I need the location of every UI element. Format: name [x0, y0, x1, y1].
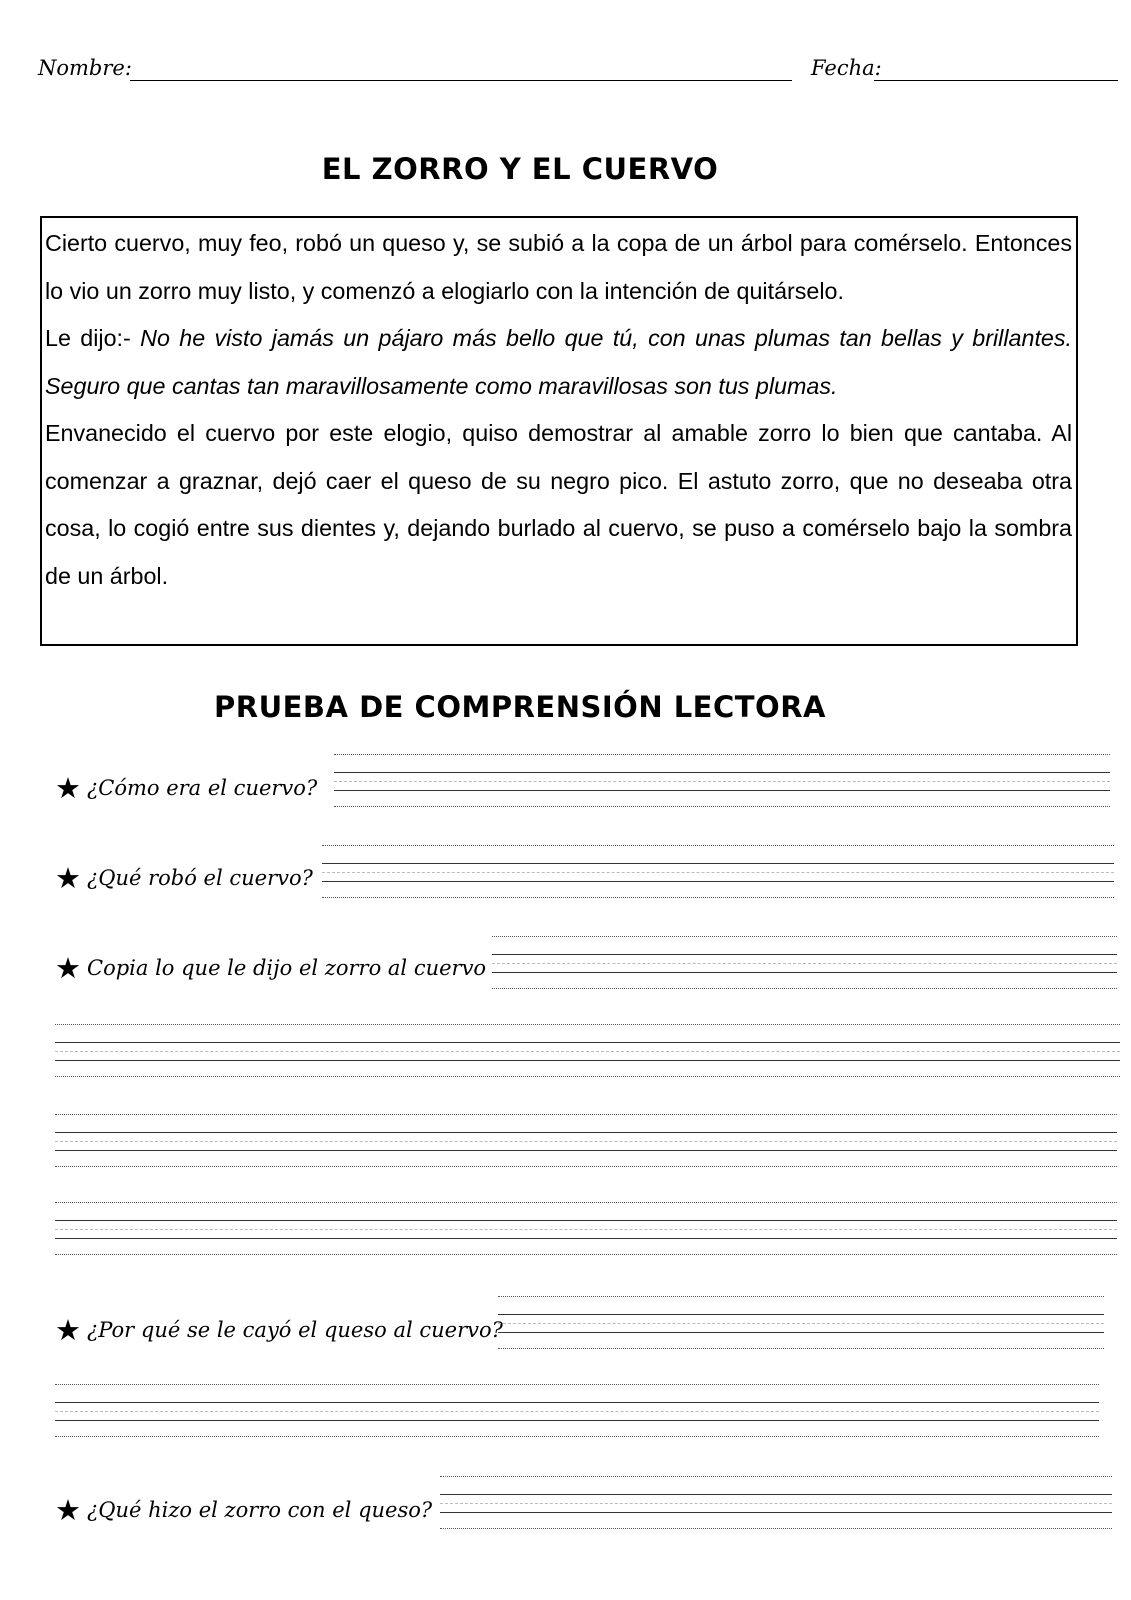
- answer-lines-4b[interactable]: [55, 1384, 1099, 1440]
- story-paragraph-1: Cierto cuervo, muy feo, robó un queso y, se subió a la copa de un árbol para comérselo. Entonces lo vio un zorro muy listo, y comenzó a elogiarlo con la intención de quitárselo.: [45, 230, 1072, 304]
- answer-lines-2[interactable]: [322, 845, 1114, 901]
- speech-intro: Le dijo:-: [45, 325, 141, 351]
- star-icon: ★: [55, 953, 81, 985]
- story-paragraph-3: Envanecido el cuervo por este elogio, quiso demostrar al amable zorro lo bien que cantaba. Al comenzar a graznar, dejó caer el queso de su negro pico. El astuto zorro, que no deseaba otra cosa, lo cogió entre sus dientes y, dejando burlado al cuervo, se puso a comérselo bajo la sombra de un árbol.: [45, 420, 1072, 589]
- answer-lines-1[interactable]: [334, 754, 1110, 810]
- question-text: ¿Qué robó el cuervo?: [87, 866, 313, 890]
- story-box: [40, 216, 1078, 646]
- question-text: ¿Cómo era el cuervo?: [87, 776, 318, 800]
- question-text: Copia lo que le dijo el zorro al cuervo: [87, 956, 487, 980]
- story-title: EL ZORRO Y EL CUERVO: [321, 152, 719, 186]
- answer-lines-3d[interactable]: [55, 1202, 1117, 1258]
- star-icon: ★: [55, 773, 81, 805]
- question-text: ¿Por qué se le cayó el queso al cuervo?: [87, 1318, 503, 1342]
- quiz-title: PRUEBA DE COMPRENSIÓN LECTORA: [213, 690, 826, 724]
- answer-lines-3c[interactable]: [55, 1114, 1117, 1170]
- name-label: Nombre:: [38, 56, 132, 80]
- star-icon: ★: [55, 1315, 81, 1347]
- question-text: ¿Qué hizo el zorro con el queso?: [87, 1498, 433, 1522]
- answer-lines-5[interactable]: [440, 1476, 1112, 1532]
- star-icon: ★: [55, 1495, 81, 1527]
- answer-lines-4[interactable]: [498, 1296, 1104, 1352]
- story-paragraph-2: [45, 315, 1072, 410]
- name-field[interactable]: [130, 80, 792, 81]
- answer-lines-3b[interactable]: [55, 1024, 1120, 1080]
- answer-lines-3[interactable]: [492, 936, 1117, 992]
- date-field[interactable]: [874, 80, 1118, 81]
- fox-speech: No he visto jamás un pájaro más bello que tú, con unas plumas tan bellas y brillantes. Seguro que cantas tan maravillosamente como maravillosas son tus plumas.: [45, 325, 1072, 399]
- star-icon: ★: [55, 863, 81, 895]
- worksheet-header: [38, 56, 1068, 86]
- date-label: Fecha:: [811, 56, 882, 80]
